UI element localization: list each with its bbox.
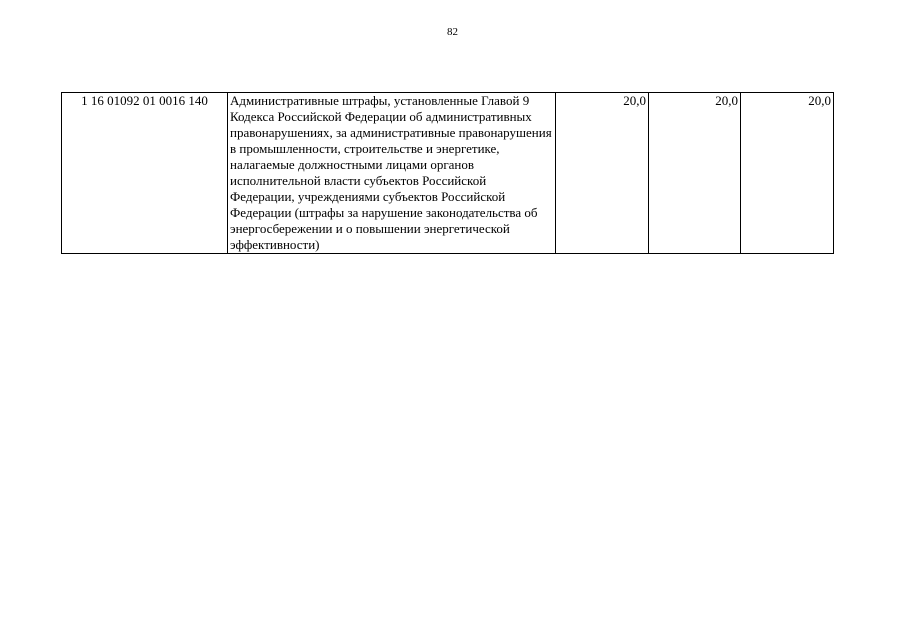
revenue-description: Административные штрафы, установленные Главой 9 Кодекса Российской Федерации об административных правонарушениях, за административные правонарушения в промышленности, строительстве и энергетике, налагаемые должностными лицами органов исполнительной власти субъектов Российской Федерации, учреждениями субъектов Российской Федерации (штрафы за нарушение законодательства об энергосбережении и о повышении энергетической эффективности) [228, 93, 556, 254]
amount-year-1: 20,0 [556, 93, 649, 254]
amount-year-3: 20,0 [741, 93, 834, 254]
table-row [62, 93, 834, 254]
page-number: 82 [447, 26, 458, 38]
budget-table [61, 92, 834, 254]
amount-year-2: 20,0 [649, 93, 741, 254]
budget-classification-code: 1 16 01092 01 0016 140 [62, 93, 228, 254]
